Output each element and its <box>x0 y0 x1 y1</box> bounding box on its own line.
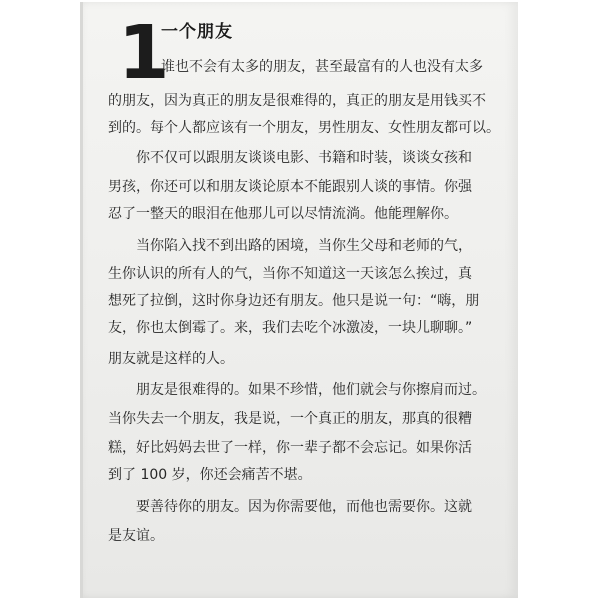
text-line: 想死了拉倒，这时你身边还有朋友。他只是说一句：“嗨，朋 <box>108 293 480 309</box>
text-line: 到的。每个人都应该有一个朋友，男性朋友、女性朋友都可以。 <box>108 120 500 136</box>
text-line: 谁也不会有太多的朋友，甚至最富有的人也没有太多 <box>161 59 483 75</box>
text-line: 忍了一整天的眼泪在他那儿可以尽情流淌。他能理解你。 <box>108 206 458 222</box>
book-page <box>80 2 518 598</box>
text-line: 你不仅可以跟朋友谈谈电影、书籍和时装，谈谈女孩和 <box>136 150 472 166</box>
chapter-title: 一个朋友 <box>161 22 233 42</box>
text-line: 男孩，你还可以和朋友谈论原本不能跟别人谈的事情。你强 <box>108 179 472 195</box>
text-line: 糕，好比妈妈去世了一样，你一辈子都不会忘记。如果你活 <box>108 440 472 456</box>
text-line: 当你失去一个朋友，我是说，一个真正的朋友，那真的很糟 <box>108 411 472 427</box>
text-line: 当你陷入找不到出路的困境，当你生父母和老师的气， <box>136 238 472 254</box>
chapter-number: 1 <box>118 10 170 96</box>
text-line: 朋友就是这样的人。 <box>108 351 234 367</box>
text-line: 生你认识的所有人的气，当你不知道这一天该怎么挨过，真 <box>108 266 472 282</box>
text-line: 朋友是很难得的。如果不珍惜，他们就会与你擦肩而过。 <box>136 382 486 398</box>
text-line: 友，你也太倒霉了。来，我们去吃个冰激凌，一块儿聊聊。” <box>108 320 473 336</box>
page-edge <box>80 2 83 598</box>
text-line: 要善待你的朋友。因为你需要他，而他也需要你。这就 <box>136 499 472 515</box>
text-line: 是友谊。 <box>108 528 164 544</box>
text-line: 的朋友，因为真正的朋友是很难得的，真正的朋友是用钱买不 <box>108 93 486 109</box>
text-line: 到了 100 岁，你还会痛苦不堪。 <box>108 467 312 483</box>
